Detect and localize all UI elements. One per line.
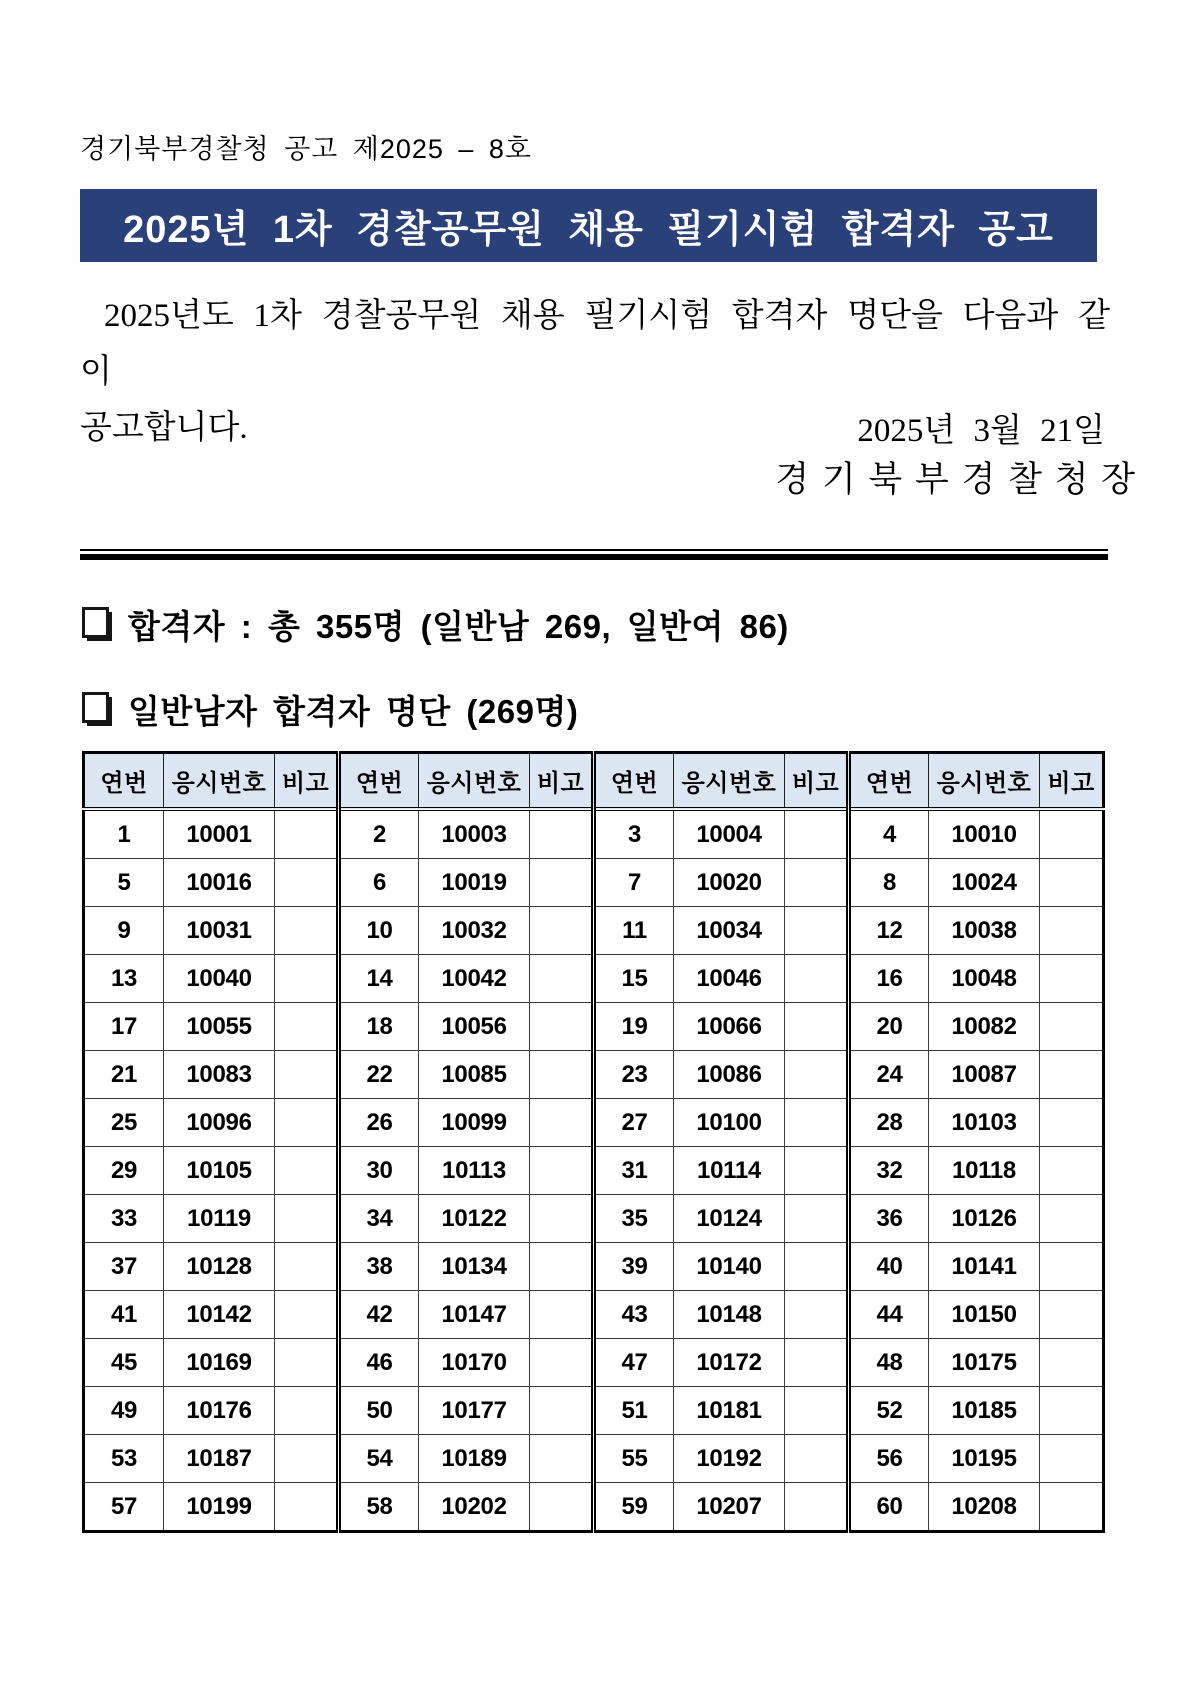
remark-cell [275,1483,339,1532]
serial-number-cell: 50 [339,1387,419,1435]
col-header-serial-number: 연번 [339,753,419,810]
remark-cell [530,809,594,859]
table-row [84,1339,1104,1387]
remark-cell [1040,907,1104,955]
title-banner [80,189,1097,262]
remark-cell [275,1387,339,1435]
remark-cell [530,1291,594,1339]
col-header-remark: 비고 [1040,753,1104,810]
exam-number-cell: 10066 [674,1003,785,1051]
exam-number-cell: 10170 [419,1339,530,1387]
remark-cell [785,1099,849,1147]
exam-number-cell: 10003 [419,809,530,859]
remark-cell [785,809,849,859]
serial-number-cell: 32 [849,1147,929,1195]
exam-number-cell: 10124 [674,1195,785,1243]
col-header-remark: 비고 [530,753,594,810]
serial-number-cell: 38 [339,1243,419,1291]
exam-number-cell: 10141 [929,1243,1040,1291]
table-row [84,859,1104,907]
section-total-label: 합격자 : 총 355명 (일반남 269, 일반여 86) [128,608,789,645]
serial-number-cell: 1 [84,809,164,859]
exam-number-cell: 10187 [164,1435,275,1483]
col-header-exam-number: 응시번호 [674,753,785,810]
square-bullet-icon [82,692,109,723]
remark-cell [275,809,339,859]
exam-number-cell: 10199 [164,1483,275,1532]
serial-number-cell: 14 [339,955,419,1003]
serial-number-cell: 23 [594,1051,674,1099]
serial-number-cell: 16 [849,955,929,1003]
serial-number-cell: 58 [339,1483,419,1532]
exam-number-cell: 10118 [929,1147,1040,1195]
section-male-list [82,686,578,733]
exam-number-cell: 10031 [164,907,275,955]
serial-number-cell: 4 [849,809,929,859]
exam-number-cell: 10189 [419,1435,530,1483]
remark-cell [275,859,339,907]
serial-number-cell: 3 [594,809,674,859]
exam-number-cell: 10177 [419,1387,530,1435]
exam-number-cell: 10042 [419,955,530,1003]
exam-number-cell: 10113 [419,1147,530,1195]
remark-cell [785,1003,849,1051]
exam-number-cell: 10038 [929,907,1040,955]
remark-cell [1040,1387,1104,1435]
remark-cell [275,1195,339,1243]
serial-number-cell: 17 [84,1003,164,1051]
exam-number-cell: 10099 [419,1099,530,1147]
serial-number-cell: 26 [339,1099,419,1147]
serial-number-cell: 49 [84,1387,164,1435]
announcement-date: 2025년 3월 21일 [857,413,1105,449]
doc-number: 경기북부경찰청 공고 제2025 – 8호 [80,134,533,164]
exam-number-cell: 10020 [674,859,785,907]
remark-cell [1040,1099,1104,1147]
col-header-serial-number: 연번 [594,753,674,810]
exam-number-cell: 10114 [674,1147,785,1195]
exam-number-cell: 10195 [929,1435,1040,1483]
serial-number-cell: 27 [594,1099,674,1147]
remark-cell [275,1243,339,1291]
remark-cell [530,1387,594,1435]
exam-number-cell: 10134 [419,1243,530,1291]
serial-number-cell: 43 [594,1291,674,1339]
remark-cell [275,1003,339,1051]
exam-number-cell: 10004 [674,809,785,859]
serial-number-cell: 18 [339,1003,419,1051]
col-header-exam-number: 응시번호 [164,753,275,810]
remark-cell [785,1291,849,1339]
body-line-1: 2025년도 1차 경찰공무원 채용 필기시험 합격자 명단을 다음과 같이 [80,298,1110,390]
remark-cell [1040,859,1104,907]
col-header-serial-number: 연번 [849,753,929,810]
serial-number-cell: 11 [594,907,674,955]
remark-cell [1040,1243,1104,1291]
exam-number-cell: 10122 [419,1195,530,1243]
col-header-remark: 비고 [785,753,849,810]
remark-cell [1040,955,1104,1003]
exam-number-cell: 10046 [674,955,785,1003]
exam-number-cell: 10192 [674,1435,785,1483]
exam-number-cell: 10019 [419,859,530,907]
exam-number-cell: 10055 [164,1003,275,1051]
serial-number-cell: 34 [339,1195,419,1243]
remark-cell [530,955,594,1003]
table-row [84,1147,1104,1195]
serial-number-cell: 42 [339,1291,419,1339]
serial-number-cell: 39 [594,1243,674,1291]
serial-number-cell: 28 [849,1099,929,1147]
col-header-remark: 비고 [275,753,339,810]
exam-number-cell: 10100 [674,1099,785,1147]
remark-cell [785,1339,849,1387]
remark-cell [785,1483,849,1532]
serial-number-cell: 6 [339,859,419,907]
remark-cell [530,1483,594,1532]
exam-number-cell: 10176 [164,1387,275,1435]
exam-number-cell: 10085 [419,1051,530,1099]
table-row [84,907,1104,955]
table-row [84,1243,1104,1291]
exam-number-cell: 10181 [674,1387,785,1435]
serial-number-cell: 25 [84,1099,164,1147]
table-row [84,1291,1104,1339]
exam-number-cell: 10126 [929,1195,1040,1243]
exam-number-cell: 10172 [674,1339,785,1387]
remark-cell [1040,1195,1104,1243]
exam-number-cell: 10128 [164,1243,275,1291]
serial-number-cell: 30 [339,1147,419,1195]
exam-number-cell: 10083 [164,1051,275,1099]
remark-cell [530,1003,594,1051]
exam-number-cell: 10202 [419,1483,530,1532]
serial-number-cell: 60 [849,1483,929,1532]
remark-cell [275,1147,339,1195]
remark-cell [275,955,339,1003]
exam-number-cell: 10105 [164,1147,275,1195]
exam-number-cell: 10016 [164,859,275,907]
col-header-serial-number: 연번 [84,753,164,810]
table-row [84,809,1104,859]
exam-number-cell: 10207 [674,1483,785,1532]
table-row [84,1099,1104,1147]
remark-cell [530,1099,594,1147]
serial-number-cell: 31 [594,1147,674,1195]
exam-number-cell: 10119 [164,1195,275,1243]
serial-number-cell: 13 [84,955,164,1003]
exam-number-cell: 10082 [929,1003,1040,1051]
serial-number-cell: 37 [84,1243,164,1291]
serial-number-cell: 55 [594,1435,674,1483]
remark-cell [785,1243,849,1291]
serial-number-cell: 57 [84,1483,164,1532]
serial-number-cell: 12 [849,907,929,955]
serial-number-cell: 15 [594,955,674,1003]
body-line-2: 공고합니다. [80,410,248,446]
page-title: 2025년 1차 경찰공무원 채용 필기시험 합격자 공고 [123,209,1054,251]
table-row [84,955,1104,1003]
remark-cell [1040,1003,1104,1051]
remark-cell [1040,1435,1104,1483]
remark-cell [1040,1483,1104,1532]
table-row [84,1003,1104,1051]
remark-cell [785,955,849,1003]
remark-cell [530,1195,594,1243]
double-rule-divider [80,549,1108,560]
remark-cell [275,1051,339,1099]
remark-cell [530,1051,594,1099]
serial-number-cell: 24 [849,1051,929,1099]
remark-cell [1040,1051,1104,1099]
col-header-exam-number: 응시번호 [419,753,530,810]
remark-cell [275,907,339,955]
exam-number-cell: 10096 [164,1099,275,1147]
remark-cell [275,1099,339,1147]
serial-number-cell: 5 [84,859,164,907]
serial-number-cell: 59 [594,1483,674,1532]
section-total-passers [82,601,789,648]
serial-number-cell: 44 [849,1291,929,1339]
serial-number-cell: 21 [84,1051,164,1099]
exam-number-cell: 10001 [164,809,275,859]
remark-cell [785,907,849,955]
remark-cell [785,859,849,907]
table-row [84,1435,1104,1483]
serial-number-cell: 36 [849,1195,929,1243]
exam-number-cell: 10087 [929,1051,1040,1099]
serial-number-cell: 29 [84,1147,164,1195]
remark-cell [275,1291,339,1339]
serial-number-cell: 46 [339,1339,419,1387]
remark-cell [1040,1339,1104,1387]
serial-number-cell: 45 [84,1339,164,1387]
remark-cell [1040,1291,1104,1339]
pass-list-table [82,751,1105,1533]
serial-number-cell: 8 [849,859,929,907]
serial-number-cell: 53 [84,1435,164,1483]
serial-number-cell: 48 [849,1339,929,1387]
serial-number-cell: 54 [339,1435,419,1483]
remark-cell [785,1147,849,1195]
serial-number-cell: 56 [849,1435,929,1483]
remark-cell [785,1387,849,1435]
table-row [84,1051,1104,1099]
exam-number-cell: 10056 [419,1003,530,1051]
exam-number-cell: 10140 [674,1243,785,1291]
exam-number-cell: 10169 [164,1339,275,1387]
serial-number-cell: 19 [594,1003,674,1051]
remark-cell [530,1339,594,1387]
remark-cell [530,1147,594,1195]
exam-number-cell: 10148 [674,1291,785,1339]
exam-number-cell: 10040 [164,955,275,1003]
remark-cell [275,1435,339,1483]
section-male-list-label: 일반남자 합격자 명단 (269명) [128,693,579,730]
exam-number-cell: 10103 [929,1099,1040,1147]
remark-cell [530,1243,594,1291]
table-row [84,1483,1104,1532]
remark-cell [1040,1147,1104,1195]
remark-cell [275,1339,339,1387]
remark-cell [785,1195,849,1243]
table-body [84,809,1104,1532]
serial-number-cell: 52 [849,1387,929,1435]
exam-number-cell: 10208 [929,1483,1040,1532]
table-row [84,1195,1104,1243]
square-bullet-icon [82,607,109,638]
exam-number-cell: 10185 [929,1387,1040,1435]
exam-number-cell: 10150 [929,1291,1040,1339]
remark-cell [530,859,594,907]
serial-number-cell: 47 [594,1339,674,1387]
serial-number-cell: 2 [339,809,419,859]
exam-number-cell: 10024 [929,859,1040,907]
exam-number-cell: 10034 [674,907,785,955]
serial-number-cell: 9 [84,907,164,955]
serial-number-cell: 22 [339,1051,419,1099]
table-row [84,1387,1104,1435]
remark-cell [1040,809,1104,859]
serial-number-cell: 10 [339,907,419,955]
serial-number-cell: 7 [594,859,674,907]
exam-number-cell: 10086 [674,1051,785,1099]
remark-cell [530,1435,594,1483]
exam-number-cell: 10147 [419,1291,530,1339]
signer-title: 경 기 북 부 경 찰 청 장 [775,460,1135,499]
exam-number-cell: 10142 [164,1291,275,1339]
exam-number-cell: 10032 [419,907,530,955]
col-header-exam-number: 응시번호 [929,753,1040,810]
exam-number-cell: 10010 [929,809,1040,859]
remark-cell [785,1435,849,1483]
serial-number-cell: 35 [594,1195,674,1243]
remark-cell [785,1051,849,1099]
serial-number-cell: 51 [594,1387,674,1435]
exam-number-cell: 10175 [929,1339,1040,1387]
table-header-row [84,753,1104,810]
serial-number-cell: 33 [84,1195,164,1243]
serial-number-cell: 20 [849,1003,929,1051]
serial-number-cell: 41 [84,1291,164,1339]
remark-cell [530,907,594,955]
serial-number-cell: 40 [849,1243,929,1291]
exam-number-cell: 10048 [929,955,1040,1003]
